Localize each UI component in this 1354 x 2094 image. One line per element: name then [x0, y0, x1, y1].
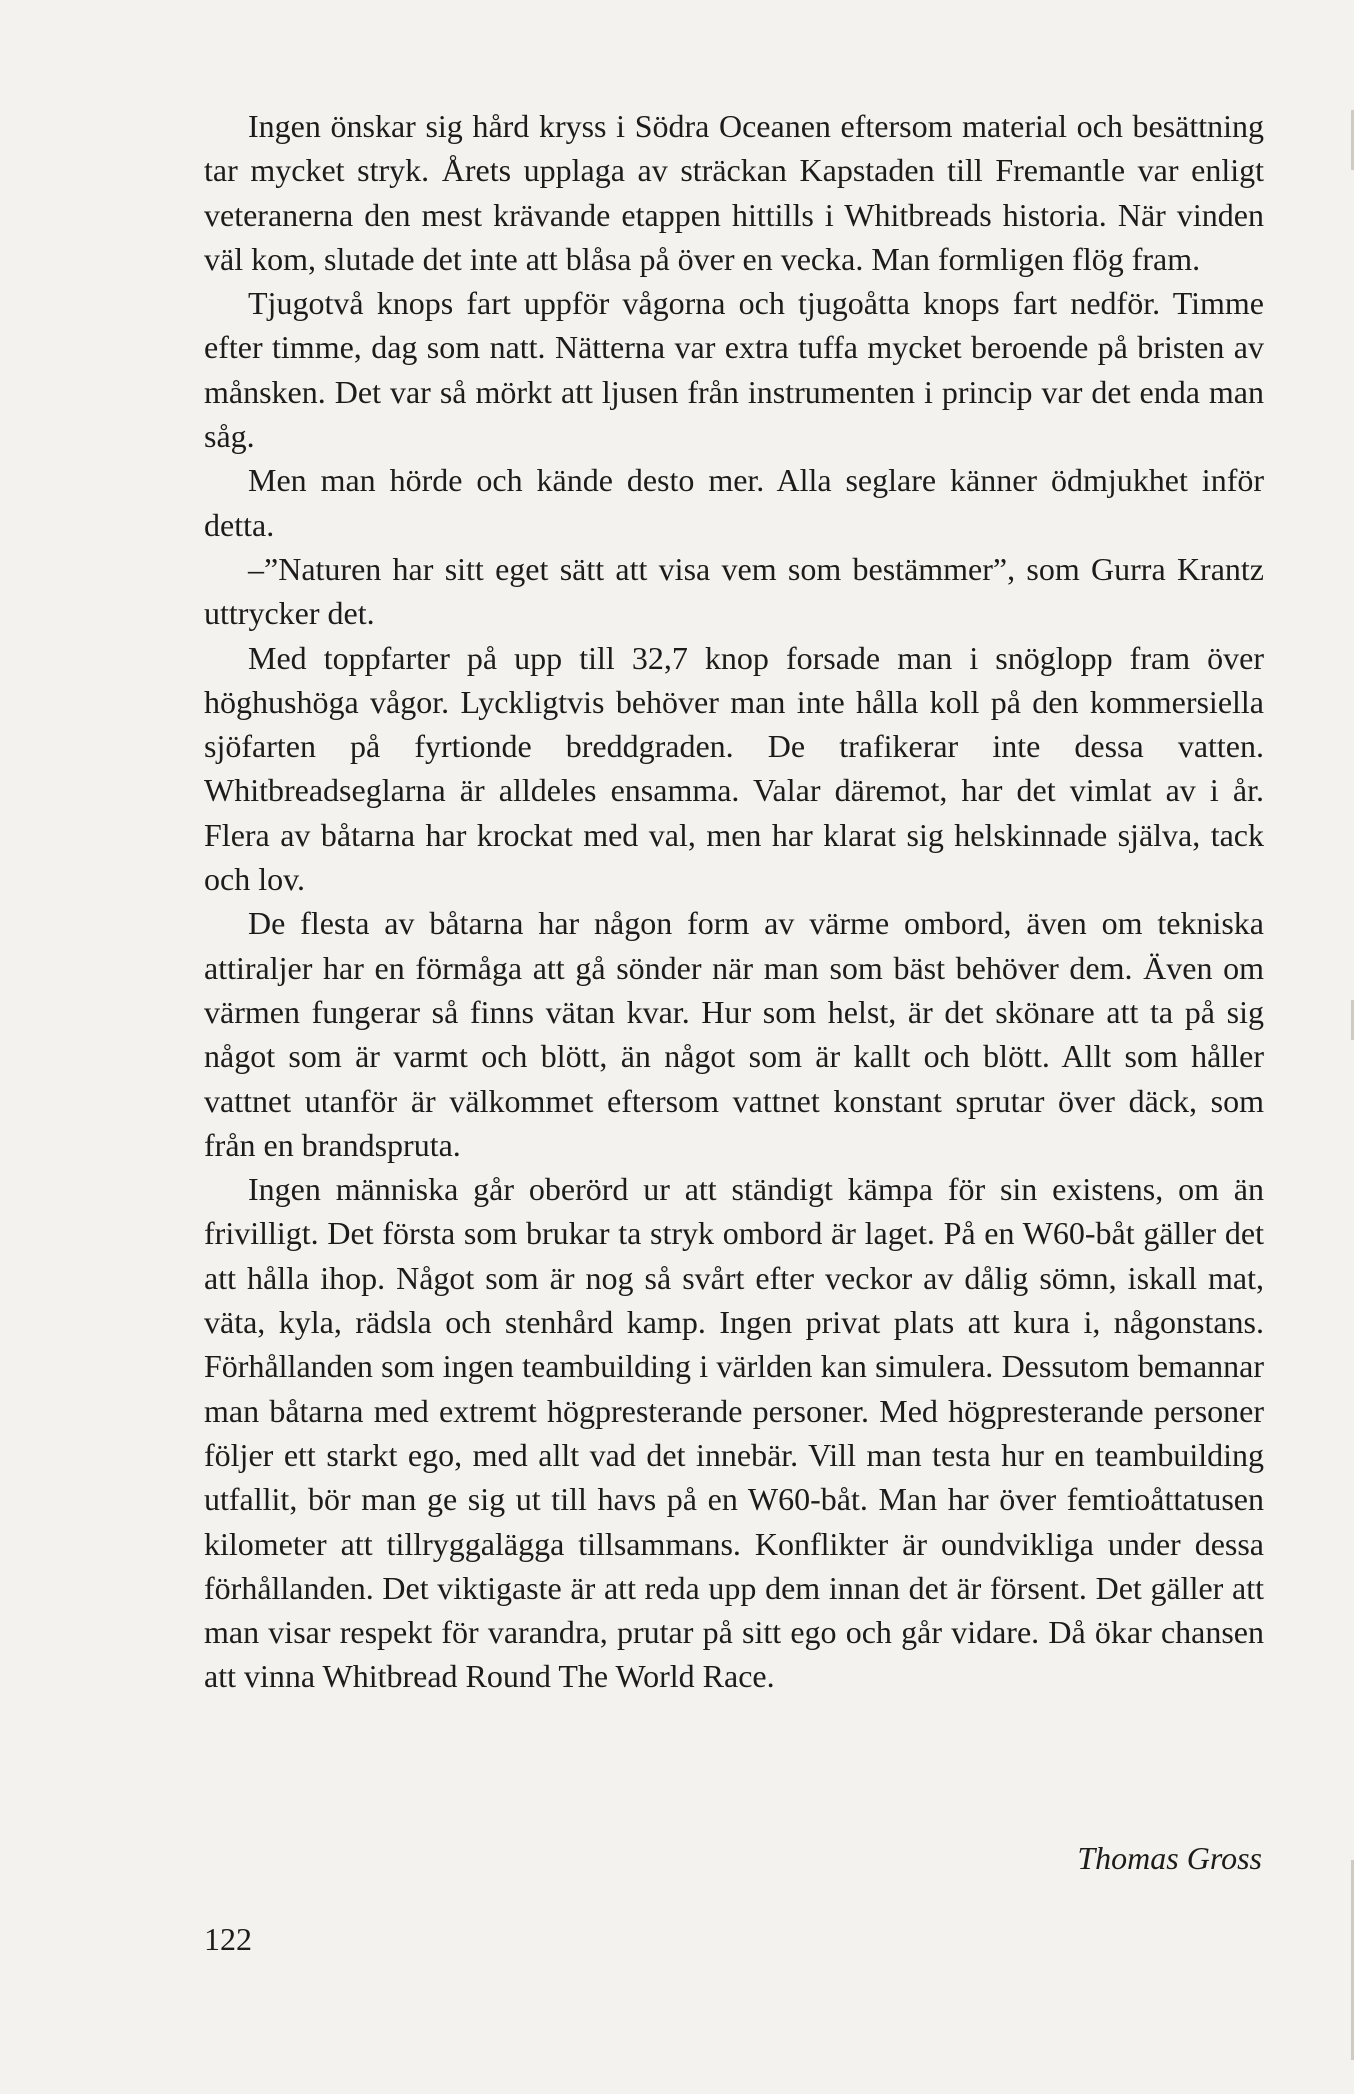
paragraph-5: Med toppfarter på upp till 32,7 knop forsade man i snöglopp fram över höghushöga vågor. Lyckligtvis behöver man inte hålla koll på den kommersiella sjöfarten på fyrtionde breddgraden. De trafikerar inte dessa vatten. Whitbreadseglarna är alldeles ensamma. Valar däremot, har det vimlat av i år. Flera av båtarna har krockat med val, men har klarat sig helskinnade själva, tack och lov.: [204, 639, 1264, 898]
paragraph-7: Ingen människa går oberörd ur att ständigt kämpa för sin existens, om än frivilligt. Det första som brukar ta stryk ombord är laget. På en W60-båt gäller det att hålla ihop. Något som är nog så svårt efter veckor av dålig sömn, iskall mat, väta, kyla, rädsla och stenhård kamp. Ingen privat plats att kura i, någonstans. Förhållanden som ingen teambuilding i världen kan simulera. Dessutom bemannar man båtarna med extremt högpresterande personer. Med högpresterande personer följer ett starkt ego, med allt vad det innebär. Vill man testa hur en teambuilding utfallit, bör man ge sig ut till havs på en W60-båt. Man har över femtioåttatusen kilometer att tillryggalägga tillsammans. Konflikter är oundvikliga under dessa förhållanden. Det viktigaste är att reda upp dem innan det är försent. Det gäller att man visar respekt för varandra, prutar på sitt ego och går vidare. Då ökar chansen att vinna Whitbread Round The World Race.: [204, 1171, 1264, 1695]
paragraph-1: Ingen önskar sig hård kryss i Södra Oceanen eftersom material och besättning tar mycket stryk. Årets upplaga av sträckan Kapstaden till Fremantle var enligt veteranerna den mest krävande etappen hittills i Whitbreads historia. När vinden väl kom, slutade det inte att blåsa på över en vecka. Man formligen flög fram.: [204, 108, 1264, 277]
article-body: [204, 104, 1264, 1699]
author-signature: Thomas Gross: [1077, 1840, 1262, 1876]
paragraph-6: De flesta av båtarna har någon form av värme ombord, även om tekniska attiraljer har en förmåga att gå sönder när man som bäst behöver dem. Även om värmen fungerar så finns vätan kvar. Hur som helst, är det skönare att ta på sig något som är varmt och blött, än något som är kallt och blött. Allt som håller vattnet utanför är välkommet eftersom vattnet konstant sprutar över däck, som från en brandspruta.: [204, 905, 1264, 1163]
page-number: 122: [204, 1921, 252, 1957]
paragraph-3: Men man hörde och kände desto mer. Alla seglare känner ödmjukhet inför detta.: [204, 462, 1264, 543]
paragraph-2: Tjugotvå knops fart uppför vågorna och tjugoåtta knops fart nedför. Timme efter timme, dag som natt. Nätterna var extra tuffa mycket beroende på bristen av månsken. Det var så mörkt att ljusen från instrumenten i princip var det enda man såg.: [204, 285, 1264, 455]
paragraph-4: –”Naturen har sitt eget sätt att visa vem som bestämmer”, som Gurra Krantz uttrycker det.: [204, 550, 1264, 632]
